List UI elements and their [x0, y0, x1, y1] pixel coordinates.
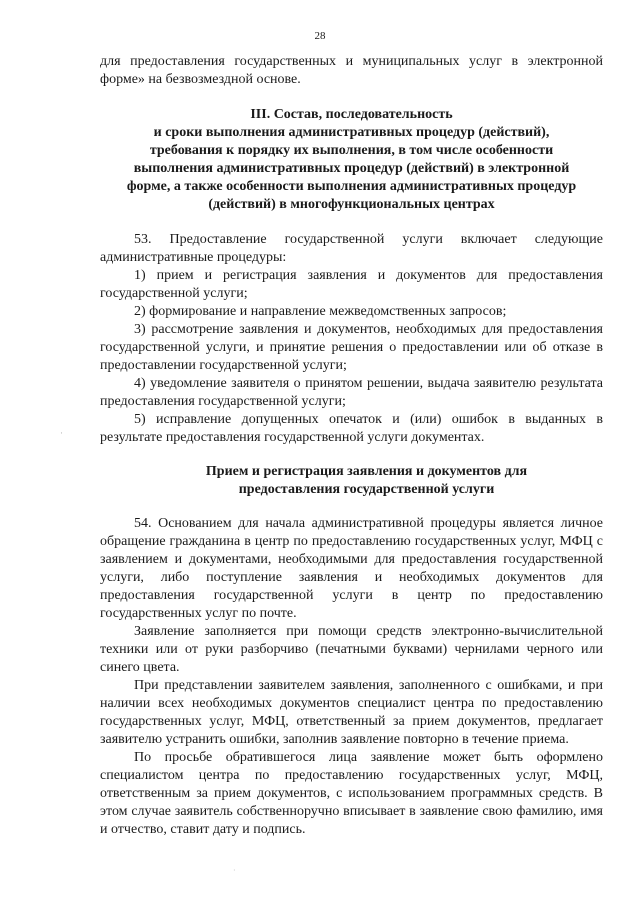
- sub-heading: [100, 463, 603, 499]
- margin-mark: ·: [60, 428, 63, 438]
- section-heading: [100, 106, 603, 214]
- section-heading-line: (действий) в многофункциональных центрах: [208, 197, 495, 212]
- paragraph-54-errors: При представлении заявителем заявления, заполненного с ошибками, и при наличии всех необходимых документов специалист центра по предоставлению государственных услуг, МФЦ, ответственный за прием документов, предлагает заявителю устранить ошибки, заполнив заявление повторно в течение приема.: [100, 678, 603, 747]
- sub-heading-line: Прием и регистрация заявления и документов для: [205, 464, 528, 479]
- section-heading-line: и сроки выполнения административных процедур (действий),: [153, 125, 550, 140]
- section-heading-line: форме, а также особенности выполнения административных процедур: [126, 179, 577, 194]
- intro-paragraph: для предоставления государственных и муниципальных услуг в электронной форме» на безвозмездной основе.: [100, 54, 603, 87]
- paragraph-54: [100, 515, 603, 839]
- section-heading-line: требования к порядку их выполнения, в том числе особенности: [149, 143, 554, 158]
- paragraph-54-basis: 54. Основанием для начала административной процедуры является личное обращение гражданина в центр по предоставлению государственных услуг, МФЦ с заявлением и документами, необходимыми для предоставления государственной услуги, либо поступление заявления и необходимых документов для предоставления государственной услуги в центр по предоставлению государственных услуг по почте.: [100, 516, 603, 621]
- bottom-mark: ·: [233, 866, 236, 875]
- paragraph-54-filling: Заявление заполняется при помощи средств электронно-вычислительной техники или от руки разборчиво (печатными буквами) чернилами черного или синего цвета.: [100, 624, 603, 675]
- paragraph-53: [100, 231, 603, 447]
- procedure-item-1: 1) прием и регистрация заявления и документов для предоставления государственной услуги;: [100, 268, 603, 301]
- procedure-item-2: 2) формирование и направление межведомственных запросов;: [134, 304, 507, 319]
- document-body: [100, 53, 603, 839]
- section-heading-line: III. Состав, последовательность: [250, 107, 453, 122]
- procedure-item-3: 3) рассмотрение заявления и документов, необходимых для предоставления государственной услуги, и принятие решения о предоставлении или об отказе в предоставлении государственной услуги;: [100, 322, 603, 373]
- procedure-item-4: 4) уведомление заявителя о принятом решении, выдача заявителю результата предоставления государственной услуги;: [100, 376, 603, 409]
- paragraph-53-lead: 53. Предоставление государственной услуги включает следующие административные процедуры:: [100, 232, 603, 265]
- page-number: 28: [314, 30, 326, 42]
- section-heading-line: выполнения административных процедур (действий) в электронной: [133, 161, 570, 176]
- paragraph-54-request: По просьбе обратившегося лица заявление может быть оформлено специалистом центра по предоставлению государственных услуг, МФЦ, ответственным за прием документов, с использованием программных средств. В этом случае заявитель собственноручно вписывает в заявление свою фамилию, имя и отчество, ставит дату и подпись.: [100, 750, 603, 837]
- sub-heading-line: предоставления государственной услуги: [238, 482, 495, 497]
- procedure-item-5: 5) исправление допущенных опечаток и (или) ошибок в выданных в результате предоставления государственной услуги документах.: [100, 412, 603, 445]
